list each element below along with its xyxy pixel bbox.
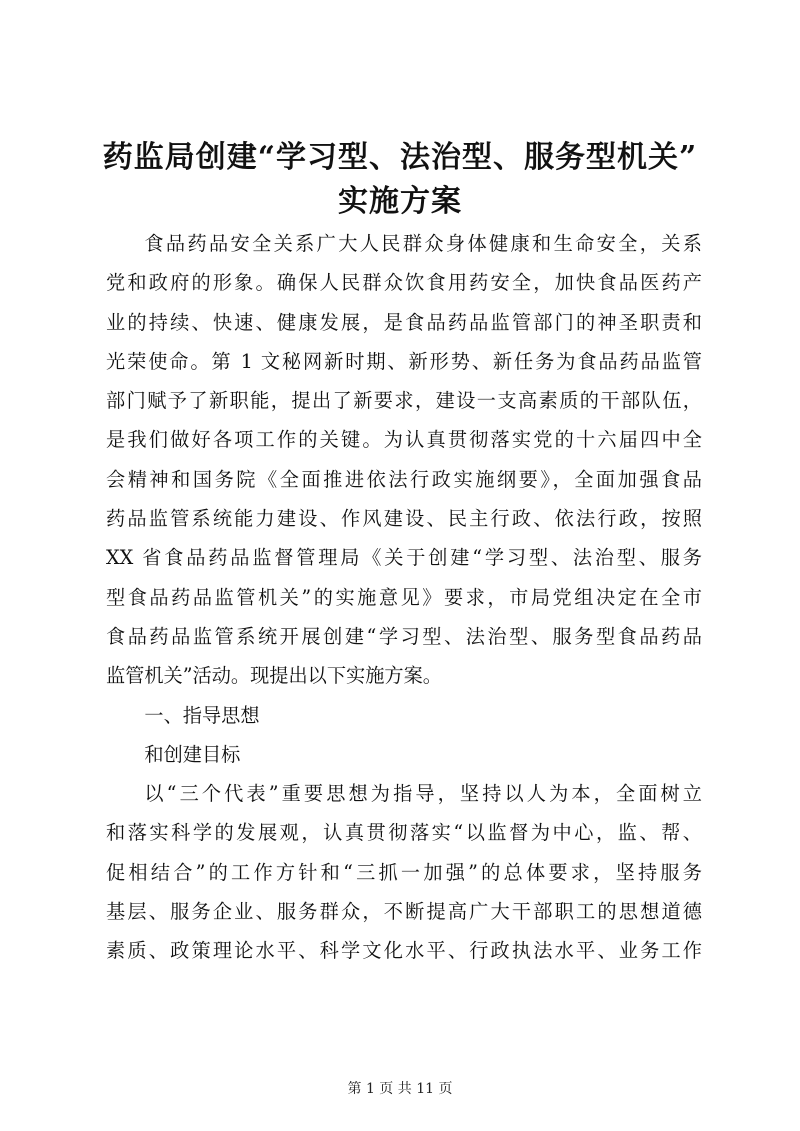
text-line: 部门赋予了新职能，提出了新要求，建设一支高素质的干部队伍， bbox=[106, 389, 702, 413]
text-line: 监管机关”活动。现提出以下实施方案。 bbox=[106, 664, 442, 688]
document-title bbox=[100, 136, 700, 224]
text-line: 素质、政策理论水平、科学文化水平、行政执法水平、业务工作 bbox=[106, 939, 702, 963]
document-body bbox=[106, 224, 702, 971]
text-line: 药品监管系统能力建设、作风建设、民主行政、依法行政，按照 bbox=[106, 507, 702, 531]
text-line: 食品药品安全关系广大人民群众身体健康和生命安全，关系 bbox=[144, 232, 702, 255]
paragraph-intro bbox=[106, 224, 702, 696]
text-line: 业的持续、快速、健康发展，是食品药品监管部门的神圣职责和 bbox=[106, 310, 702, 334]
section-heading-1: 一、指导思想 bbox=[144, 703, 260, 727]
title-line-2: 实施方案 bbox=[338, 184, 462, 219]
text-line: 和落实科学的发展观，认真贯彻落实“以监督为中心，监、帮、 bbox=[106, 821, 702, 845]
text-line: 党和政府的形象。确保人民群众饮食用药安全，加快食品医药产 bbox=[106, 271, 702, 295]
text-line: 以“三个代表”重要思想为指导，坚持以人为本，全面树立 bbox=[144, 782, 702, 806]
section-heading-2: 和创建目标 bbox=[144, 742, 241, 766]
text-line: 促相结合”的工作方针和“三抓一加强”的总体要求，坚持服务 bbox=[106, 860, 702, 884]
text-line: 型食品药品监管机关”的实施意见》要求，市局党组决定在全市 bbox=[106, 585, 702, 609]
text-line: 光荣使命。第 1 文秘网新时期、新形势、新任务为食品药品监管 bbox=[106, 349, 702, 373]
title-line-1: 药监局创建“学习型、法治型、服务型机关” bbox=[102, 140, 698, 175]
paragraph-guidance bbox=[106, 774, 702, 970]
text-line: XX 省食品药品监督管理局《关于创建“学习型、法治型、服务 bbox=[106, 546, 702, 570]
text-line: 是我们做好各项工作的关键。为认真贯彻落实党的十六届四中全 bbox=[106, 428, 702, 452]
text-line: 食品药品监管系统开展创建“学习型、法治型、服务型食品药品 bbox=[106, 624, 702, 648]
text-line: 会精神和国务院《全面推进依法行政实施纲要》，全面加强食品 bbox=[106, 467, 702, 491]
text-line: 基层、服务企业、服务群众，不断提高广大干部职工的思想道德 bbox=[106, 900, 702, 924]
page-number-footer: 第 1 页 共 11 页 bbox=[347, 1081, 453, 1097]
